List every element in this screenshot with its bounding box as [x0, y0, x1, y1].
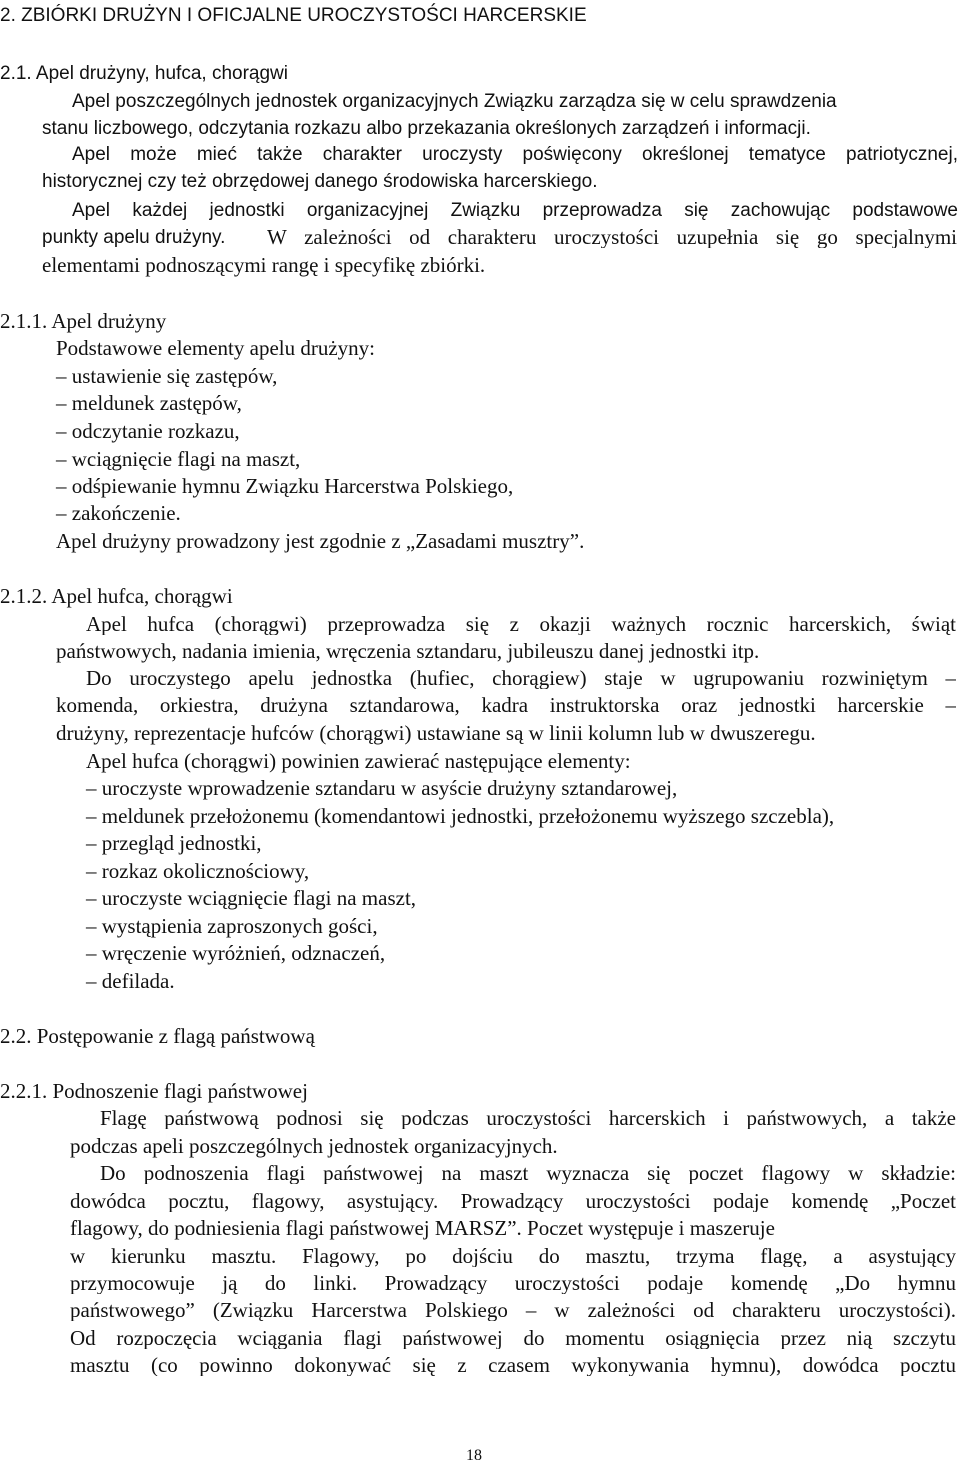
s212-p2-line1: Do uroczystego apelu jednostka (hufiec, chorągiew) staje w ugrupowaniu rozwiniętym – [86, 668, 956, 689]
s221-p1-line1: Flagę państwową podnosi się podczas uroczystości harcerskich i państwowych, a także [100, 1108, 956, 1129]
s212-intro: Apel hufca (chorągwi) powinien zawierać następujące elementy: [86, 749, 631, 773]
s221-p2-line1: Do podnoszenia flagi państwowej na maszt wyznacza się poczet flagowy w składzie: [100, 1163, 956, 1184]
s221-p2-line2: dowódca pocztu, flagowy, asystujący. Prowadzący uroczystości podaje komendę „Poczet [70, 1191, 956, 1212]
s21-p3-line1: Apel każdej jednostki organizacyjnej Związku przeprowadza się zachowując podstawowe [72, 201, 958, 220]
s211-list-item-4: – wciągnięcie flagi na maszt, [56, 447, 301, 471]
s211-list-item-5: – odśpiewanie hymnu Związku Harcerstwa Polskiego, [56, 474, 514, 498]
chapter-heading: 2. ZBIÓRKI DRUŻYN I OFICJALNE UROCZYSTOŚCI HARCERSKIE [0, 5, 587, 26]
s212-list-item-8: – defilada. [86, 969, 175, 993]
s212-p2-line2: komenda, orkiestra, drużyna sztandarowa, kadra instruktorska oraz jednostki harcerskie – [56, 695, 956, 716]
s211-intro: Podstawowe elementy apelu drużyny: [56, 336, 375, 360]
s221-p2-line5: przymocowuje ją do linki. Prowadzący uroczystości podaje komendę „Do hymnu [70, 1273, 956, 1294]
s212-list-item-3: – przegląd jednostki, [86, 831, 262, 855]
section-title-2-2: 2.2. Postępowanie z flagą państwową [0, 1024, 315, 1048]
s211-list-item-3: – odczytanie rozkazu, [56, 419, 240, 443]
page-number: 18 [466, 1447, 482, 1464]
s211-closing: Apel drużyny prowadzony jest zgodnie z „Zasadami musztry”. [56, 529, 585, 553]
s212-p1-line1: Apel hufca (chorągwi) przeprowadza się z okazji ważnych rocznic harcerskich, świąt [86, 614, 956, 635]
s221-p2-line4: w kierunku masztu. Flagowy, po dojściu do masztu, trzyma flagę, a asystujący [70, 1246, 956, 1267]
s212-list-item-1: – uroczyste wprowadzenie sztandaru w asyście drużyny sztandarowej, [86, 776, 678, 800]
s212-list-item-7: – wręczenie wyróżnień, odznaczeń, [86, 941, 386, 965]
s212-list-item-6: – wystąpienia zaproszonych gości, [86, 914, 378, 938]
s212-list-item-2: – meldunek przełożonemu (komendantowi jednostki, przełożonemu wyższego szczebla), [86, 804, 835, 828]
s21-p3-line2b: W zależności od charakteru uroczystości uzupełnia się go specjalnymi [267, 227, 957, 248]
s211-list-item-2: – meldunek zastępów, [56, 391, 242, 415]
s221-p2-line6: państwowego” (Związku Harcerstwa Polskiego – w zależności od charakteru uroczystości). [70, 1300, 956, 1321]
s212-p1-line2: państwowych, nadania imienia, wręczenia sztandaru, jubileuszu danej jednostki itp. [56, 639, 760, 663]
s212-list-item-4: – rozkaz okolicznościowy, [86, 859, 310, 883]
s221-p2-line3: flagowy, do podniesienia flagi państwowej MARSZ”. Poczet występuje i maszeruje [70, 1216, 775, 1240]
s221-p2-line7: Od rozpoczęcia wciągania flagi państwowej do momentu osiągnięcia przez nią szczytu [70, 1328, 956, 1349]
s21-p2-line2: historycznej czy też obrzędowej danego środowiska harcerskiego. [42, 171, 598, 192]
section-title-2-1-2: 2.1.2. Apel hufca, chorągwi [0, 584, 233, 608]
s21-p3-line2a: punkty apelu drużyny. [42, 227, 226, 248]
section-title-2-1: 2.1. Apel drużyny, hufca, chorągwi [0, 63, 288, 84]
s212-p2-line3: drużyny, reprezentacje hufców (chorągwi) ustawiane są w linii kolumn lub w dwuszeregu. [56, 721, 816, 745]
section-title-2-2-1: 2.2.1. Podnoszenie flagi państwowej [0, 1079, 308, 1103]
s211-list-item-6: – zakończenie. [56, 501, 181, 525]
s221-p1-line2: podczas apeli poszczególnych jednostek organizacyjnych. [70, 1134, 558, 1158]
s21-p1-line2: stanu liczbowego, odczytania rozkazu albo przekazania określonych zarządzeń i informacji. [42, 118, 811, 139]
s21-p3-line3: elementami podnoszącymi rangę i specyfikę zbiórki. [42, 253, 486, 277]
s211-list-item-1: – ustawienie się zastępów, [56, 364, 278, 388]
s212-list-item-5: – uroczyste wciągnięcie flagi na maszt, [86, 886, 417, 910]
section-title-2-1-1: 2.1.1. Apel drużyny [0, 309, 167, 333]
s21-p1-line1: Apel poszczególnych jednostek organizacyjnych Związku zarządza się w celu sprawdzenia [72, 91, 837, 112]
s221-p2-line8: masztu (co powinno dokonywać się z czasem wykonywania hymnu), dowódca pocztu [70, 1355, 956, 1376]
s21-p2-line1: Apel może mieć także charakter uroczysty poświęcony określonej tematyce patriotycznej, [72, 145, 958, 164]
